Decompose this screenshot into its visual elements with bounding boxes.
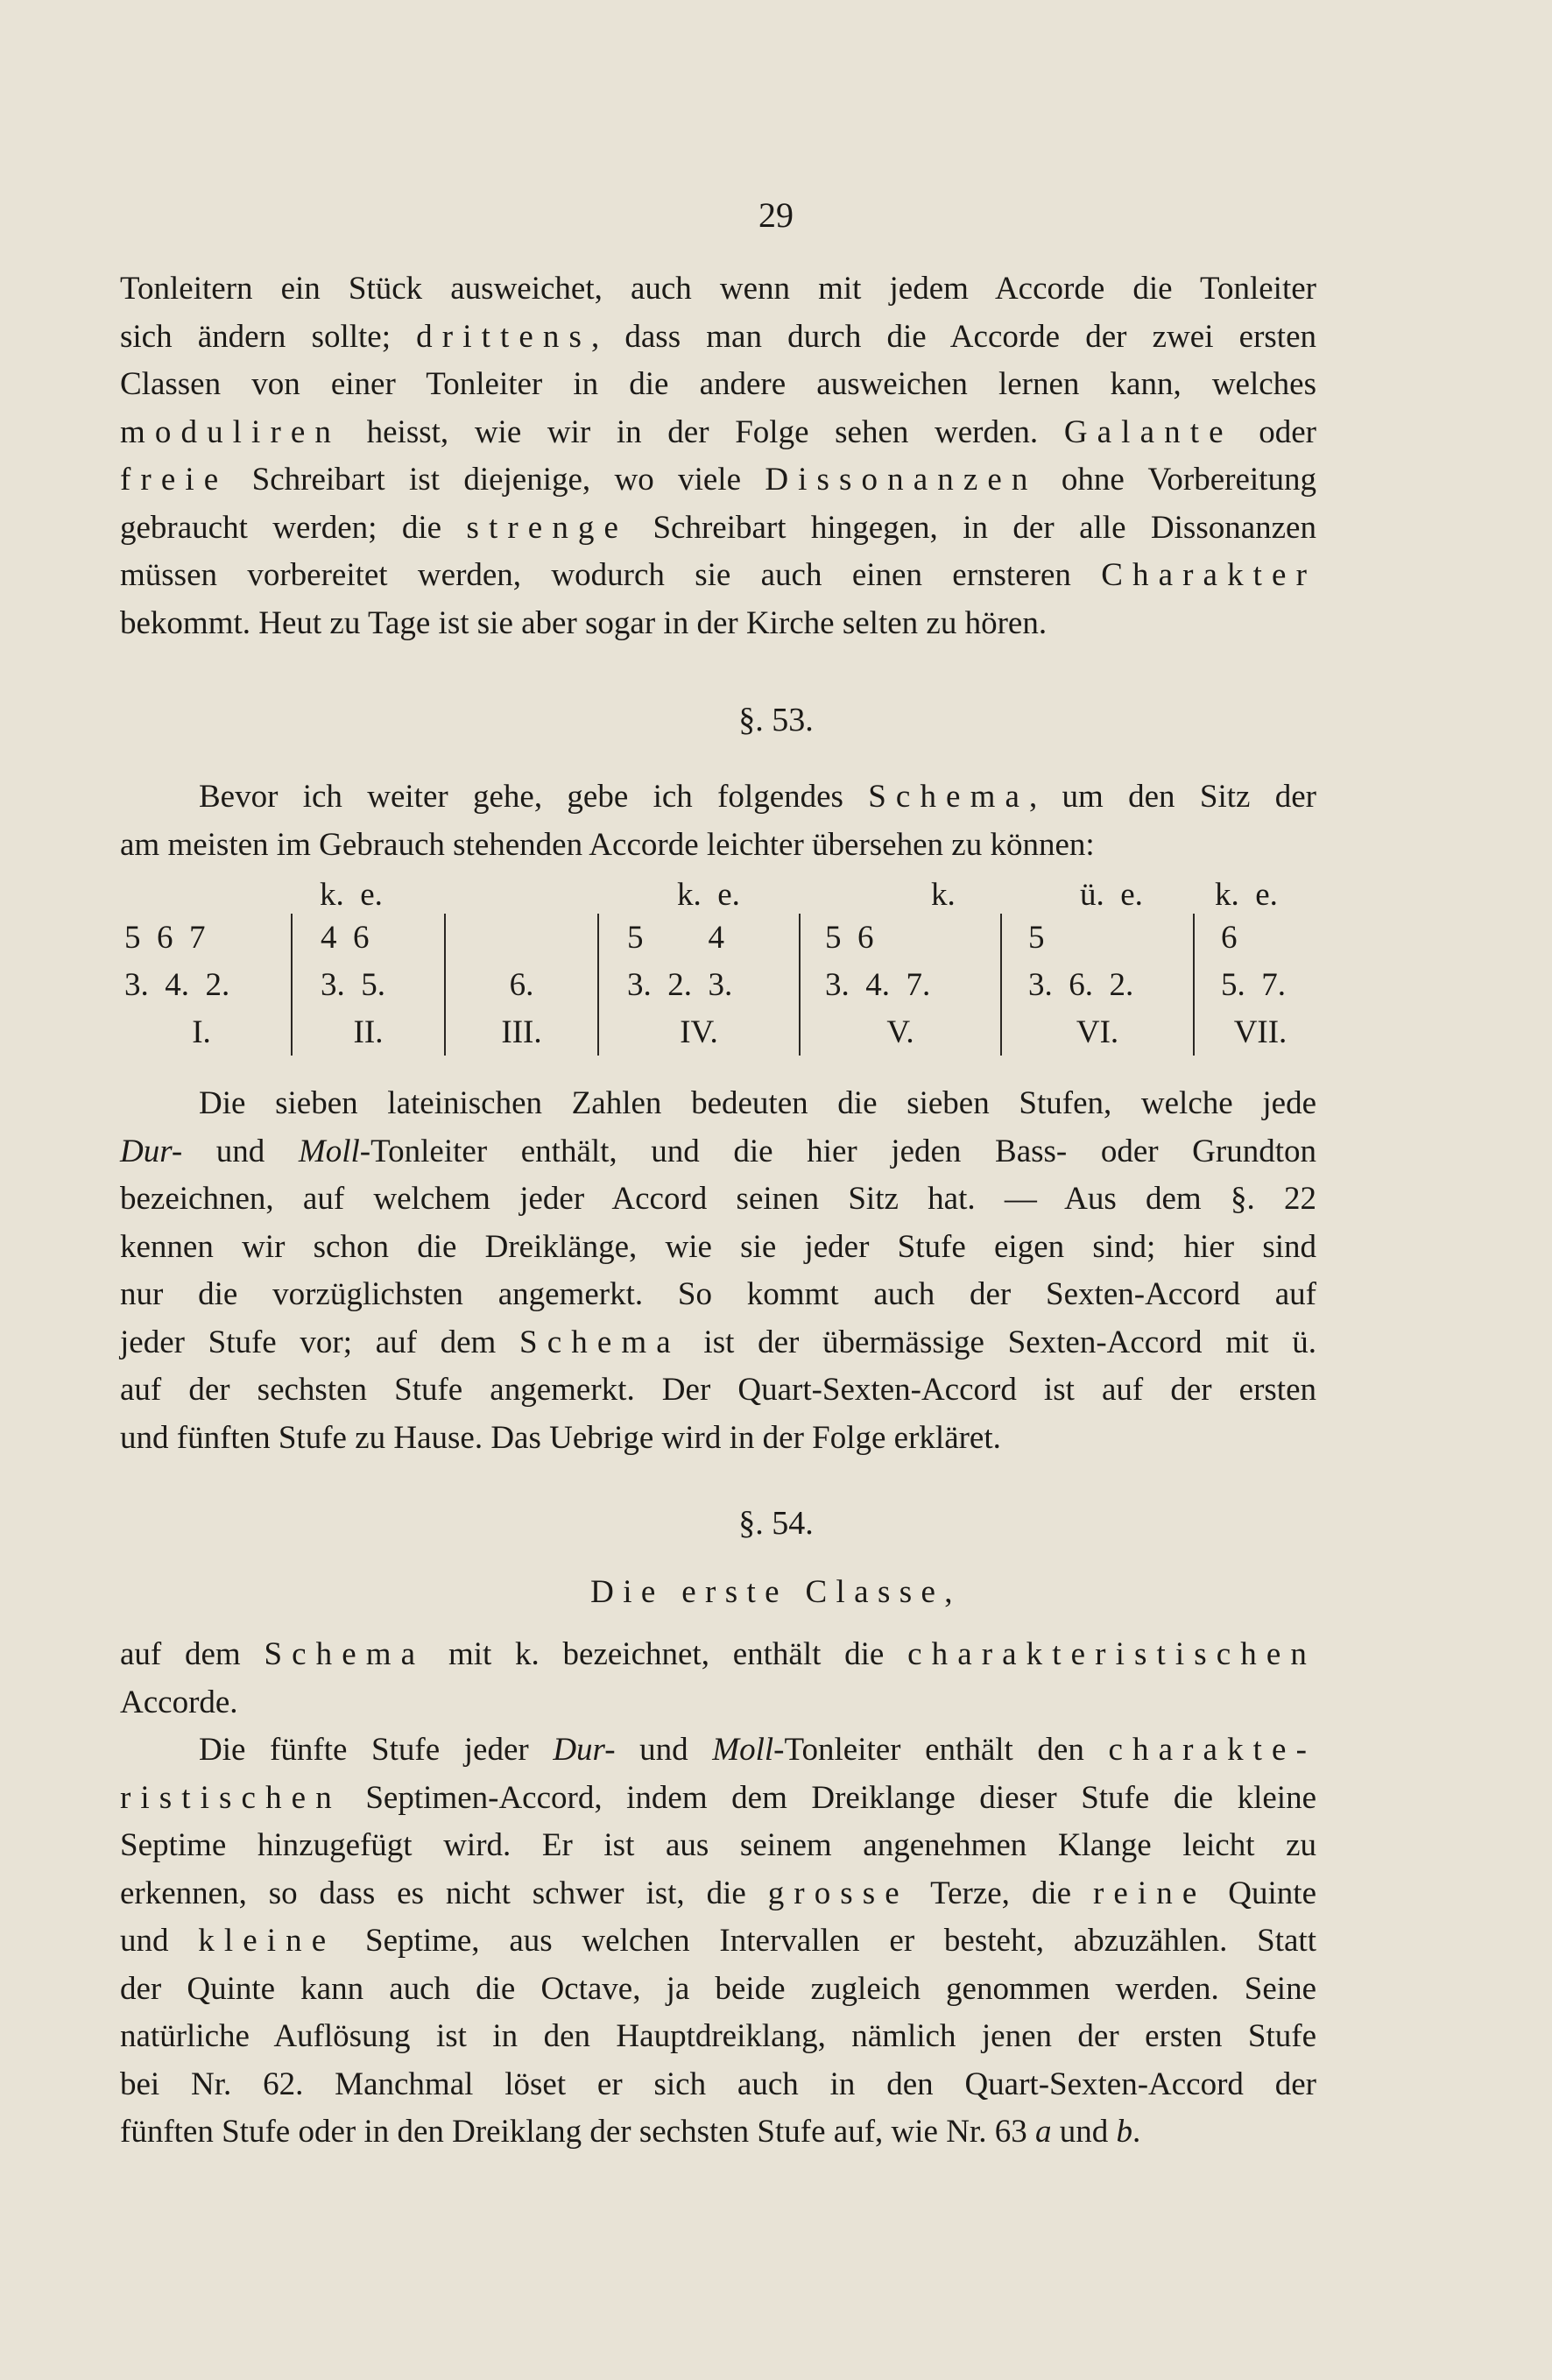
italic-word: Moll	[298, 1133, 360, 1169]
section-54-heading: §. 54.	[738, 1505, 814, 1542]
text-run: und fünften Stufe zu Hause. Das Uebrige wird in der Folge erkläret.	[120, 1419, 1001, 1456]
italic-word: b	[1116, 2114, 1132, 2150]
text-line	[120, 1080, 1316, 1128]
schema-label: k. e.	[1215, 877, 1278, 913]
spaced-word: Schema	[519, 1324, 681, 1360]
text-run: -Tonleiter enthält den	[773, 1732, 1109, 1768]
text-run: Die fünfte Stufe jeder	[199, 1732, 554, 1768]
text-run: und	[120, 1923, 199, 1959]
paragraph-top	[120, 265, 1316, 647]
text-run: ist der übermässige Sexten-Accord mit ü.	[680, 1324, 1316, 1360]
schema-cell: 4 6	[292, 914, 445, 961]
text-run: , dass man durch die Accorde der zwei ersten	[590, 318, 1316, 355]
italic-word: Dur-	[553, 1732, 616, 1768]
schema-cell: 3. 4. 2.	[124, 966, 230, 1003]
text-line	[120, 1224, 1316, 1272]
schema-cell: 5 6 7	[124, 919, 206, 956]
schema-label: k. e.	[320, 877, 383, 913]
schema-step: II.	[292, 1008, 445, 1056]
text-run: Septime, aus welchen Intervallen er besteht, abzuzählen. Statt	[335, 1923, 1316, 1959]
text-run: heisst, wie wir in der Folge sehen werden.	[340, 413, 1064, 450]
section-53-heading: §. 53.	[738, 702, 814, 738]
schema-cell: 5 6	[800, 914, 1001, 961]
text-line	[120, 1128, 1316, 1176]
text-run: fünften Stufe oder in den Dreiklang der sechsten Stufe auf, wie Nr. 63	[120, 2114, 1035, 2150]
text-run: Accorde.	[120, 1684, 238, 1720]
text-line	[120, 314, 1316, 362]
text-run: Terze, die	[908, 1875, 1093, 1911]
italic-word: Moll	[712, 1732, 774, 1768]
text-line	[120, 2061, 1316, 2109]
paragraph-schema-explanation	[120, 1080, 1316, 1462]
page-number: 29	[758, 195, 794, 235]
schema-step: VII.	[1194, 1008, 1326, 1056]
schema-steps-row	[112, 1008, 1326, 1056]
schema-cell: 5	[1001, 914, 1194, 961]
text-run: auf dem	[120, 1636, 265, 1672]
text-line	[120, 773, 1316, 822]
text-run: gebraucht werden; die	[120, 509, 467, 546]
text-line	[120, 456, 1316, 505]
text-line	[120, 1966, 1316, 2014]
schema-cell: 5 4	[598, 914, 800, 961]
schema-cell: 6	[1194, 914, 1326, 961]
text-line	[120, 1271, 1316, 1319]
schema-step: IV.	[598, 1008, 800, 1056]
text-run: und	[1051, 2114, 1117, 2150]
schema-step: I.	[192, 1013, 211, 1050]
text-run: mit k. bezeichnet, enthält die	[425, 1636, 908, 1672]
spaced-word: Galante	[1063, 413, 1233, 450]
schema-cell: 3. 6. 2.	[1001, 961, 1194, 1008]
schema-step: V.	[800, 1008, 1001, 1056]
spaced-word: Schema	[264, 1636, 426, 1672]
text-line	[120, 505, 1316, 553]
text-run: ohne Vorbereitung	[1037, 462, 1316, 498]
spaced-word: drittens	[416, 318, 591, 355]
text-run: müssen vorbereitet werden, wodurch sie auch einen ernsteren	[120, 557, 1102, 593]
text-run: Schreibart hingegen, in der alle Dissonanzen	[628, 509, 1316, 546]
spaced-word: Schema	[868, 779, 1029, 815]
text-line	[120, 1679, 1316, 1727]
text-line	[120, 1727, 1316, 1775]
text-run: Bevor ich weiter gehe, gebe ich folgendes	[199, 779, 869, 815]
italic-word: a	[1034, 2114, 1052, 2150]
text-run: und	[182, 1133, 299, 1169]
text-run: Septimen-Accord, indem dem Dreiklange dieser Stufe die kleine	[341, 1779, 1316, 1816]
text-run: auf der sechsten Stufe angemerkt. Der Quart-Sexten-Accord ist auf der ersten	[120, 1372, 1316, 1408]
text-line	[120, 361, 1316, 409]
text-run: .	[1132, 2114, 1141, 2150]
text-run: am meisten im Gebrauch stehenden Accorde leichter übersehen zu können:	[120, 826, 1095, 863]
text-line	[120, 1367, 1316, 1415]
paragraph-54b	[120, 1727, 1316, 2157]
schema-step: III.	[445, 1008, 598, 1056]
text-run: sich ändern sollte;	[120, 318, 417, 355]
schema-cell: 3. 2. 3.	[598, 961, 800, 1008]
schema-label	[445, 876, 598, 914]
text-line	[120, 1822, 1316, 1870]
text-line	[120, 1319, 1316, 1367]
schema-cell: 3. 5.	[292, 961, 445, 1008]
text-run: Schreibart ist diejenige, wo viele	[228, 462, 765, 498]
spaced-word: Charakter	[1101, 557, 1316, 593]
text-line	[120, 552, 1316, 600]
spaced-word: charakte-	[1108, 1732, 1316, 1768]
spaced-word: grosse	[767, 1875, 909, 1911]
text-line	[120, 1415, 1316, 1463]
spaced-word: strenge	[466, 509, 629, 546]
text-run: -Tonleiter enthält, und die hier jeden Bass- oder Grundton	[359, 1133, 1316, 1169]
text-run: , um den Sitz der	[1028, 779, 1316, 815]
spaced-word: ristischen	[120, 1779, 342, 1816]
schema-label: k.	[931, 877, 956, 913]
spaced-word: Dissonanzen	[765, 462, 1038, 498]
text-line	[120, 1775, 1316, 1823]
text-line	[120, 1176, 1316, 1224]
paragraph-53	[120, 773, 1316, 869]
spaced-word: kleine	[198, 1923, 336, 1959]
text-run: bekommt. Heut zu Tage ist sie aber sogar in der Kirche selten zu hören.	[120, 604, 1048, 641]
spaced-word: freie	[120, 462, 229, 498]
text-line	[120, 2013, 1316, 2061]
text-run: Tonleitern ein Stück ausweichet, auch wenn mit jedem Accorde die Tonleiter	[120, 271, 1316, 307]
text-run: Die sieben lateinischen Zahlen bedeuten die sieben Stufen, welche jede	[199, 1085, 1316, 1121]
text-run: und	[615, 1732, 713, 1768]
spaced-word: moduliren	[120, 413, 341, 450]
text-run: oder	[1232, 413, 1316, 450]
schema-cell: 3. 4. 7.	[800, 961, 1001, 1008]
text-line	[120, 1631, 1316, 1679]
text-line	[120, 1870, 1316, 1918]
schema-lower-row	[112, 961, 1326, 1008]
schema-label: k. e.	[677, 877, 740, 913]
italic-word: Dur-	[120, 1133, 183, 1169]
text-run: Septime hinzugefügt wird. Er ist aus seinem angenehmen Klange leicht zu	[120, 1827, 1316, 1863]
schema-table	[112, 876, 1326, 1056]
text-run: erkennen, so dass es nicht schwer ist, die	[120, 1875, 768, 1911]
text-line	[120, 822, 1316, 870]
text-run: kennen wir schon die Dreiklänge, wie sie jeder Stufe eigen sind; hier sind	[120, 1228, 1316, 1265]
chapter-heading: Die erste Classe,	[590, 1574, 962, 1610]
text-run: bezeichnen, auf welchem jeder Accord seinen Sitz hat. — Aus dem §. 22	[120, 1181, 1316, 1217]
schema-step: VI.	[1001, 1008, 1194, 1056]
text-run: Classen von einer Tonleiter in die andere ausweichen lernen kann, welches	[120, 366, 1316, 402]
text-line	[120, 265, 1316, 314]
schema-cell: 5. 7.	[1194, 961, 1326, 1008]
text-run: der Quinte kann auch die Octave, ja beide zugleich genommen werden. Seine	[120, 1970, 1316, 2007]
text-line	[120, 409, 1316, 457]
text-run: jeder Stufe vor; auf dem	[120, 1324, 520, 1360]
spaced-word: reine	[1092, 1875, 1207, 1911]
schema-cell: 6.	[445, 961, 598, 1008]
text-line	[120, 600, 1316, 648]
schema-label	[112, 876, 292, 914]
schema-labels-row	[112, 876, 1326, 914]
text-line	[120, 2108, 1316, 2157]
text-line	[120, 1917, 1316, 1966]
text-run: bei Nr. 62. Manchmal löset er sich auch in den Quart-Sexten-Accord der	[120, 2066, 1316, 2102]
paragraph-54a	[120, 1631, 1316, 1727]
spaced-word: charakteristischen	[907, 1636, 1316, 1672]
schema-label: ü. e.	[1080, 877, 1143, 913]
text-run: natürliche Auflösung ist in den Hauptdreiklang, nämlich jenen der ersten Stufe	[120, 2018, 1316, 2054]
text-run: nur die vorzüglichsten angemerkt. So kommt auch der Sexten-Accord auf	[120, 1276, 1316, 1312]
text-run: Quinte	[1206, 1875, 1317, 1911]
schema-cell	[445, 914, 598, 961]
schema-upper-row	[112, 914, 1326, 961]
